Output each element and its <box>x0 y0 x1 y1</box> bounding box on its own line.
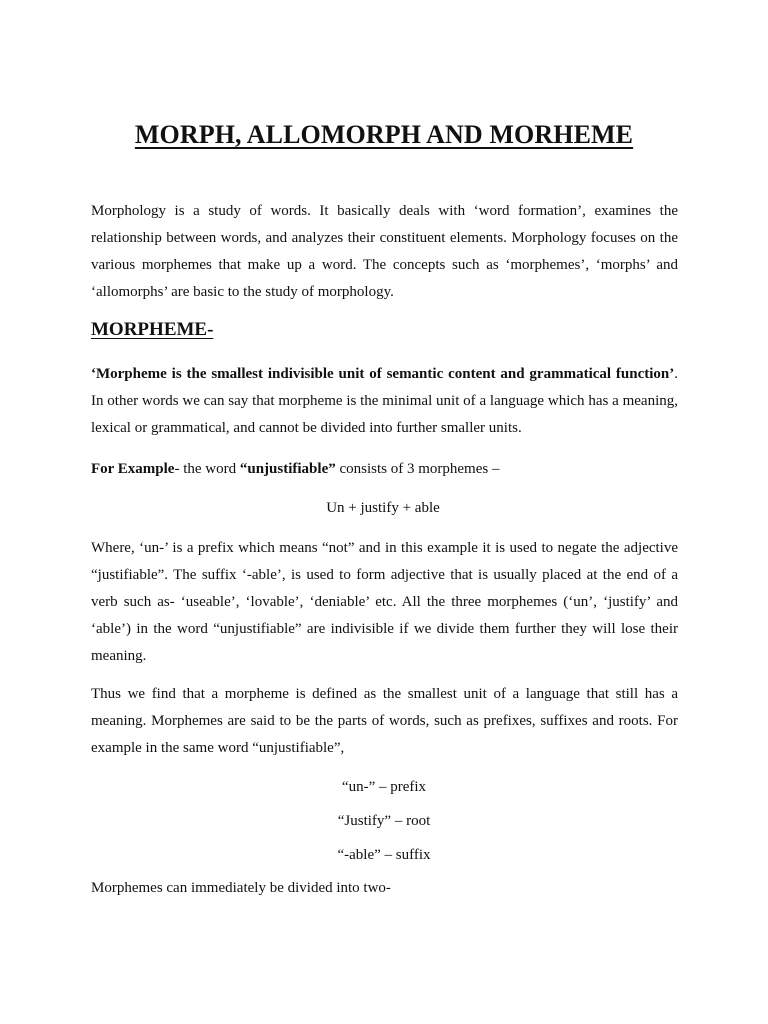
morpheme-formula: Un + justify + able <box>326 500 440 516</box>
example-middle: - the word <box>174 461 240 477</box>
intro-paragraph: Morphology is a study of words. It basically deals with ‘word formation’, examines the relationship between words, and analyzes their constituent elements. Morphology focuses on the various morphemes that make up a word. The concepts such as ‘morphemes’, ‘morphs’ and ‘allomorphs’ are basic to the study of morphology. <box>91 203 678 300</box>
summary-paragraph: Thus we find that a morpheme is defined as the smallest unit of a language that still has a meaning. Morphemes are said to be the parts of words, such as prefixes, suffixes and roots. For example in the same word “unjustifiable”, <box>91 686 678 756</box>
prefix-line: “un-” – prefix <box>341 779 427 795</box>
explanation-paragraph: Where, ‘un-’ is a prefix which means “not” and in this example it is used to negate the adjective “justifiable”. The suffix ‘-able’, is used to form adjective that is usually placed at the end of a verb such as- ‘useable’, ‘lovable’, ‘deniable’ etc. All the three morphemes (‘un’, ‘justify’ and ‘able’) in the word “unjustifiable” are indivisible if we divide them further they will lose their meaning. <box>91 540 678 664</box>
example-paragraph <box>91 456 678 483</box>
example-lead: For Example <box>91 461 175 477</box>
example-tail: consists of 3 morphemes – <box>335 461 500 477</box>
root-line: “Justify” – root <box>337 813 431 829</box>
closing-paragraph: Morphemes can immediately be divided into two- <box>91 880 391 896</box>
section-heading-morpheme: MORPHEME- <box>91 319 214 340</box>
example-word: “unjustifiable” <box>239 461 336 477</box>
definition-bold-text: ‘Morpheme is the smallest indivisible unit of semantic content and grammatical function’ <box>91 366 675 382</box>
definition-rest-text: . In other words we can say that morpheme is the minimal unit of a language which has a meaning, lexical or grammatical, and cannot be divided into further smaller units. <box>91 366 678 436</box>
page-title: MORPH, ALLOMORPH AND MORHEME <box>134 120 634 149</box>
definition-paragraph <box>91 361 678 442</box>
suffix-line: “-able” – suffix <box>337 847 431 863</box>
